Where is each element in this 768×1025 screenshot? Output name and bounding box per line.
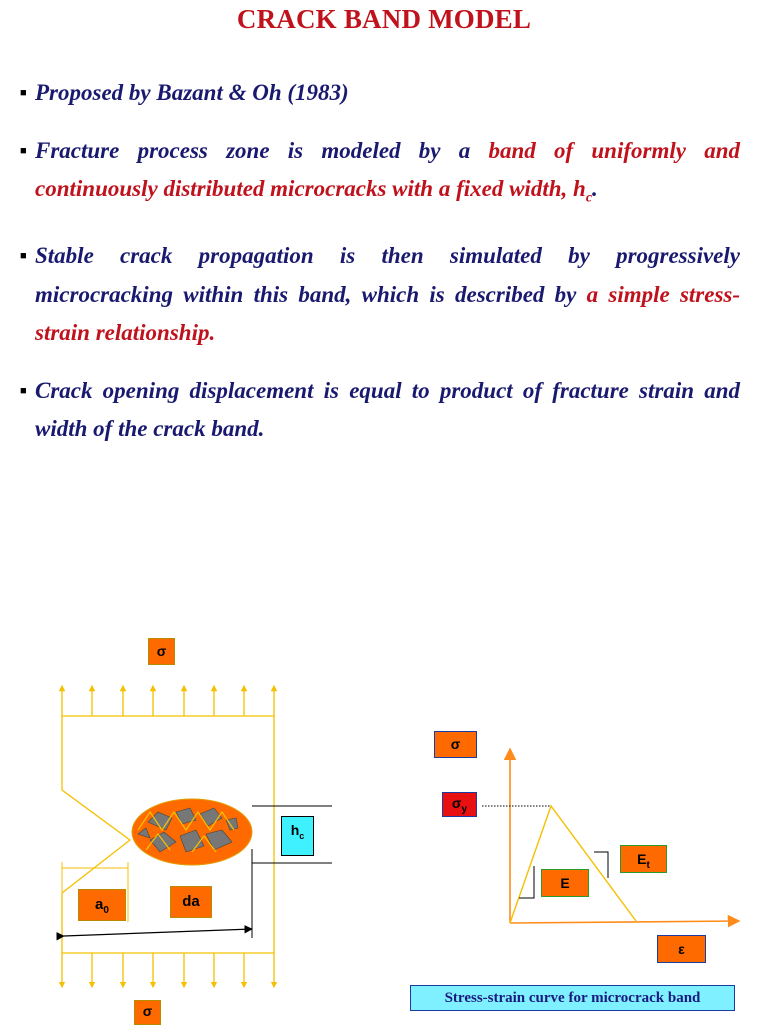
epsilon-axis	[510, 921, 738, 923]
length-dimension-arrow	[64, 929, 252, 936]
Et-symbol: E	[637, 851, 647, 867]
bullet-2-highlight: band of uniformly and continuously distributed microcracks with a fixed width, h	[35, 137, 740, 201]
bullet-marker-icon: ■	[20, 87, 27, 99]
a0-symbol: a	[95, 896, 104, 913]
bullet-marker-icon: ■	[20, 384, 27, 397]
bottom-traction-arrows	[62, 953, 274, 985]
epsilon-axis-label: ε	[657, 935, 706, 963]
stress-strain-plot	[482, 750, 738, 923]
E-slope-indicator	[519, 866, 534, 898]
bullet-2-subscript: c	[585, 190, 593, 206]
a0-label	[78, 889, 126, 921]
hc-symbol: h	[290, 822, 300, 838]
bullet-2-text: Fracture process zone is modeled by a	[35, 137, 489, 163]
E-label: E	[541, 869, 589, 897]
sigma-bottom-label: σ	[134, 1000, 161, 1025]
Et-subscript: t	[646, 859, 650, 871]
da-label: da	[170, 886, 212, 918]
sigma-y-symbol: σ	[451, 795, 462, 811]
bullet-2-end: .	[592, 176, 598, 201]
microcrack-band	[132, 799, 252, 865]
bullet-3-highlight: a simple stress-strain relationship.	[35, 281, 741, 346]
Et-label	[620, 845, 667, 873]
a0-subscript: 0	[103, 905, 109, 916]
bullet-marker-icon: ■	[20, 250, 27, 263]
softening-curve	[510, 806, 636, 923]
top-traction-arrows	[62, 688, 274, 716]
bullet-3-text: Stable crack propagation is then simulated by progressively microcracking within this band, which is described by	[35, 243, 740, 307]
figure-caption: Stress-strain curve for microcrack band	[410, 985, 735, 1011]
page-title: CRACK BAND MODEL	[236, 4, 532, 34]
bullet-4-text: Crack opening displacement is equal to product of fracture strain and width of the crack band.	[35, 377, 740, 442]
sigma-axis-label: σ	[434, 731, 477, 758]
hc-label	[281, 816, 314, 856]
hc-subscript: c	[299, 830, 305, 841]
bullet-1-text: Proposed by Bazant & Oh (1983)	[35, 80, 349, 105]
bullet-marker-icon: ■	[20, 144, 27, 157]
sigma-top-label: σ	[148, 638, 175, 665]
sigma-y-subscript: y	[461, 803, 468, 815]
sigma-y-label	[442, 792, 477, 817]
